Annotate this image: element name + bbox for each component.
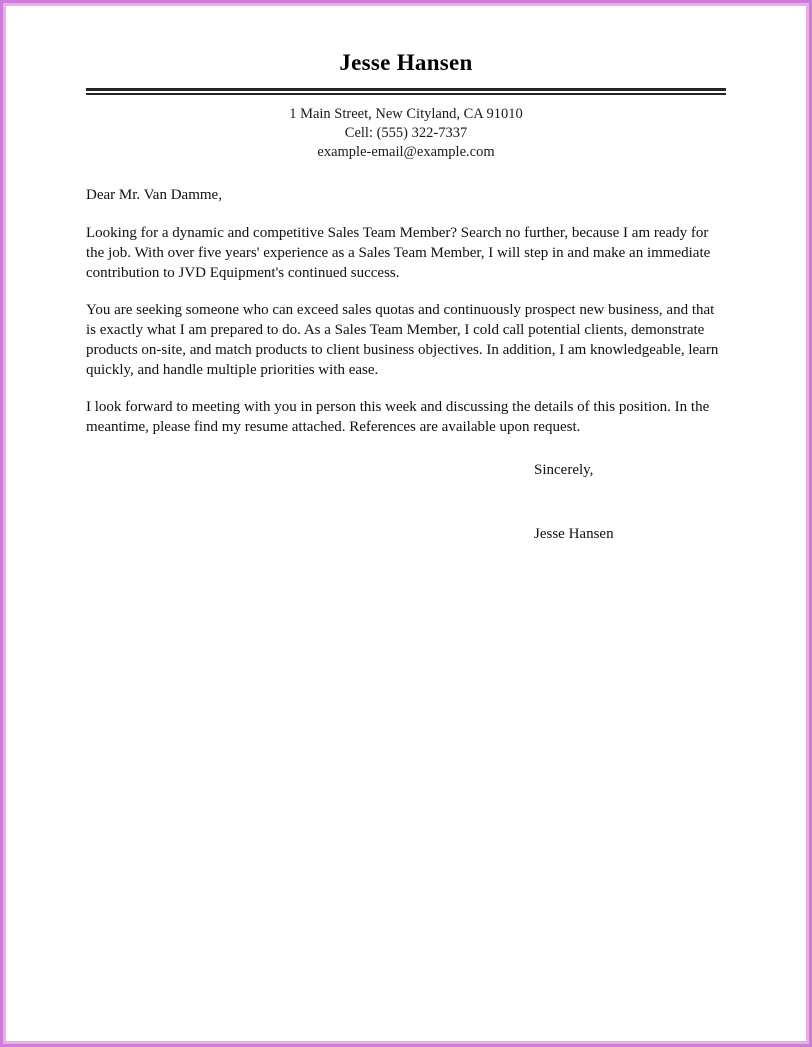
cover-letter xyxy=(86,50,726,544)
letterhead xyxy=(86,50,726,162)
letterhead-divider xyxy=(86,88,726,95)
closing-signature-name: Jesse Hansen xyxy=(534,525,614,542)
closing-salutation: Sincerely, xyxy=(534,462,594,479)
contact-block xyxy=(86,105,726,162)
letterhead-name: Jesse Hansen xyxy=(339,50,473,75)
contact-address: 1 Main Street, New Cityland, CA 91010 xyxy=(289,105,523,122)
letter-sheet xyxy=(9,9,803,1038)
letter-closing xyxy=(86,461,726,544)
contact-email: example-email@example.com xyxy=(317,144,495,160)
letter-salutation: Dear Mr. Van Damme, xyxy=(86,187,222,204)
letterhead-divider-thick-line xyxy=(86,88,726,91)
letter-body xyxy=(86,186,726,437)
letter-paragraph-2: You are seeking someone who can exceed sales quotas and continuously prospect new business, and that is exactly what I am prepared to do. As a Sales Team Member, I cold call potential clients, demonstrate products on-site, and match products to client business objectives. In addition, I am knowledgeable, learn quickly, and handle multiple priorities with ease. xyxy=(86,301,719,379)
letter-paragraph-1: Looking for a dynamic and competitive Sales Team Member? Search no further, because I am ready for the job. With over five years' experience as a Sales Team Member, I will step in and make an immediate contribution to JVD Equipment's continued success. xyxy=(86,224,711,281)
contact-phone: Cell: (555) 322-7337 xyxy=(344,124,468,141)
letter-paragraph-3: I look forward to meeting with you in person this week and discussing the details of this position. In the meantime, please find my resume attached. References are available upon request. xyxy=(86,399,710,436)
letterhead-divider-thin-line xyxy=(86,93,726,95)
